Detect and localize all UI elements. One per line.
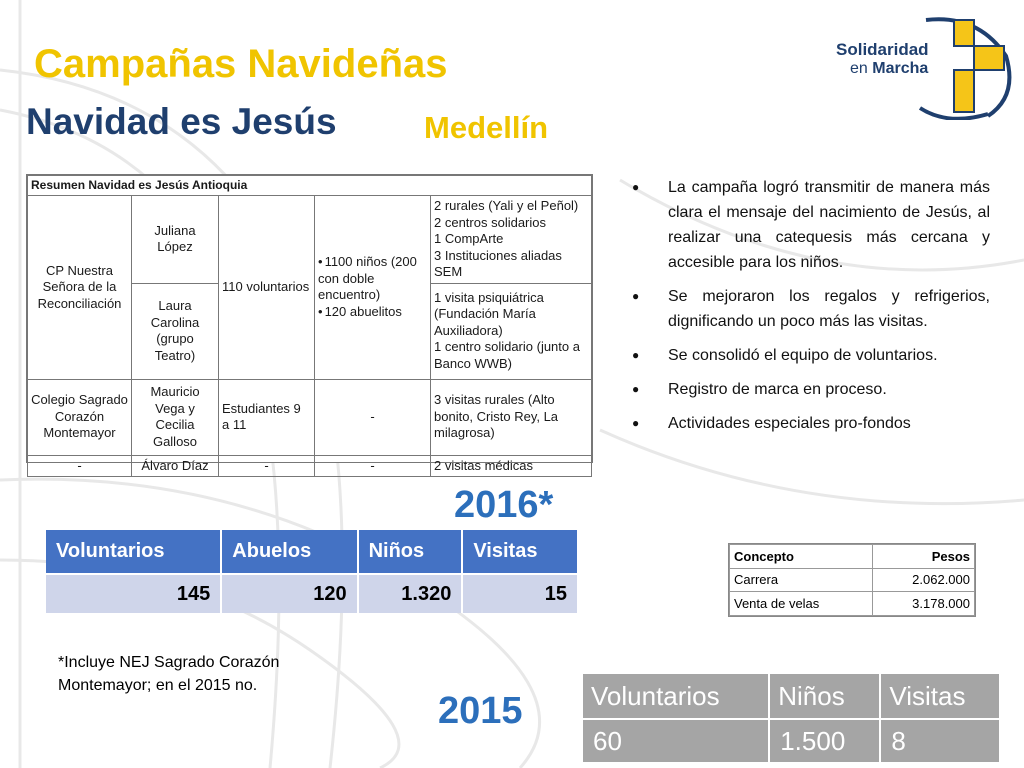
logo-text-marcha: Marcha	[872, 60, 929, 77]
bullet-dot: ●	[632, 288, 640, 303]
column-header: Voluntarios	[583, 674, 770, 718]
table-cell: 145	[46, 573, 222, 613]
list-item: ● Actividades especiales pro-fondos	[632, 412, 990, 437]
list-item: ● Se mejoraron los regalos y refrigerios, dignificando un poco más las visitas.	[632, 285, 990, 335]
solidaridad-logo	[828, 16, 1012, 120]
stats-2015-table	[583, 674, 999, 762]
footnote	[58, 651, 279, 697]
list-item: ● Se consolidó el equipo de voluntarios.	[632, 344, 990, 369]
year-2016-label: 2016*	[454, 484, 554, 526]
place-item: 1 centro solidario (junto a Banco WWB)	[434, 339, 580, 371]
place-item: 3 Instituciones aliadas SEM	[434, 247, 562, 280]
achievements-list	[632, 176, 990, 446]
table-cell: 1.500	[770, 718, 881, 762]
fundraising-table	[728, 543, 976, 617]
bullet-dot: ●	[632, 381, 640, 396]
beneficiary-item: • 1100 niños (200 con doble encuentro)	[318, 254, 427, 304]
footnote-line: *Incluye NEJ Sagrado Corazón	[58, 654, 280, 671]
place-item: 2 rurales (Yali y el Peñol)	[434, 198, 579, 214]
summary-places-4: 2 visitas médicas	[431, 455, 592, 477]
page-title: Campañas Navideñas	[34, 42, 448, 86]
column-header: Voluntarios	[46, 530, 222, 573]
table-cell: Venta de velas	[730, 592, 873, 616]
place-item: 1 visita psiquiátrica (Fundación María Auxiliadora)	[434, 289, 544, 338]
beneficiary-item: • 120 abuelitos	[318, 304, 427, 321]
city-label: Medellín	[424, 110, 549, 145]
summary-resp-2: Laura Carolina (grupo Teatro)	[132, 283, 219, 379]
summary-volunteers-2: Estudiantes 9 a 11	[219, 379, 315, 455]
summary-resp-1: Juliana López	[132, 196, 219, 284]
summary-places-2	[431, 283, 592, 379]
logo-text-en: en	[850, 60, 868, 77]
logo-text-line2	[850, 60, 928, 78]
campaign-subtitle: Navidad es Jesús	[26, 101, 337, 142]
table-cell: 15	[463, 573, 577, 613]
summary-beneficiaries-1	[315, 196, 431, 380]
table-cell: 1.320	[359, 573, 464, 613]
bullet-dot: ●	[632, 347, 640, 362]
table-cell: 2.062.000	[873, 568, 975, 592]
column-header: Abuelos	[222, 530, 358, 573]
summary-volunteers-1: 110 voluntarios	[219, 196, 315, 380]
summary-cp-2: Colegio Sagrado Corazón Montemayor	[28, 379, 132, 455]
summary-table	[26, 174, 593, 473]
summary-places-3: 3 visitas rurales (Alto bonito, Cristo Rey, La milagrosa)	[431, 379, 592, 455]
summary-volunteers-3: -	[219, 455, 315, 477]
stats-2016-table	[46, 530, 577, 613]
summary-beneficiaries-3: -	[315, 455, 431, 477]
table-cell: Carrera	[730, 568, 873, 592]
year-2015-label: 2015	[438, 690, 523, 732]
table-cell: 8	[881, 718, 999, 762]
list-item: ● Registro de marca en proceso.	[632, 378, 990, 403]
summary-cp-3: -	[28, 455, 132, 477]
column-header: Visitas	[463, 530, 577, 573]
summary-beneficiaries-2: -	[315, 379, 431, 455]
table-cell: 120	[222, 573, 358, 613]
column-header: Concepto	[730, 545, 873, 569]
footnote-line: Montemayor; en el 2015 no.	[58, 677, 258, 695]
place-item: 2 centros solidarios	[434, 214, 546, 230]
summary-header: Resumen Navidad es Jesús Antioquia	[28, 176, 592, 196]
summary-places-1	[431, 196, 592, 284]
summary-resp-3: Mauricio Vega y Cecilia Galloso	[132, 379, 219, 455]
bullet-dot: ●	[632, 415, 640, 430]
logo-text-line1: Solidaridad	[836, 40, 929, 59]
column-header: Niños	[359, 530, 464, 573]
column-header: Pesos	[873, 545, 975, 569]
summary-resp-4: Álvaro Díaz	[132, 455, 219, 477]
summary-cp-1: CP Nuestra Señora de la Reconciliación	[28, 196, 132, 380]
table-cell: 3.178.000	[873, 592, 975, 616]
column-header: Visitas	[881, 674, 999, 718]
place-item: 1 CompArte	[434, 231, 504, 247]
list-item: ● La campaña logró transmitir de manera más clara el mensaje del nacimiento de Jesús, al realizar una catequesis más cercana y accesible para los niños.	[632, 176, 990, 276]
table-cell: 60	[583, 718, 770, 762]
column-header: Niños	[770, 674, 881, 718]
bullet-dot: ●	[632, 180, 640, 194]
